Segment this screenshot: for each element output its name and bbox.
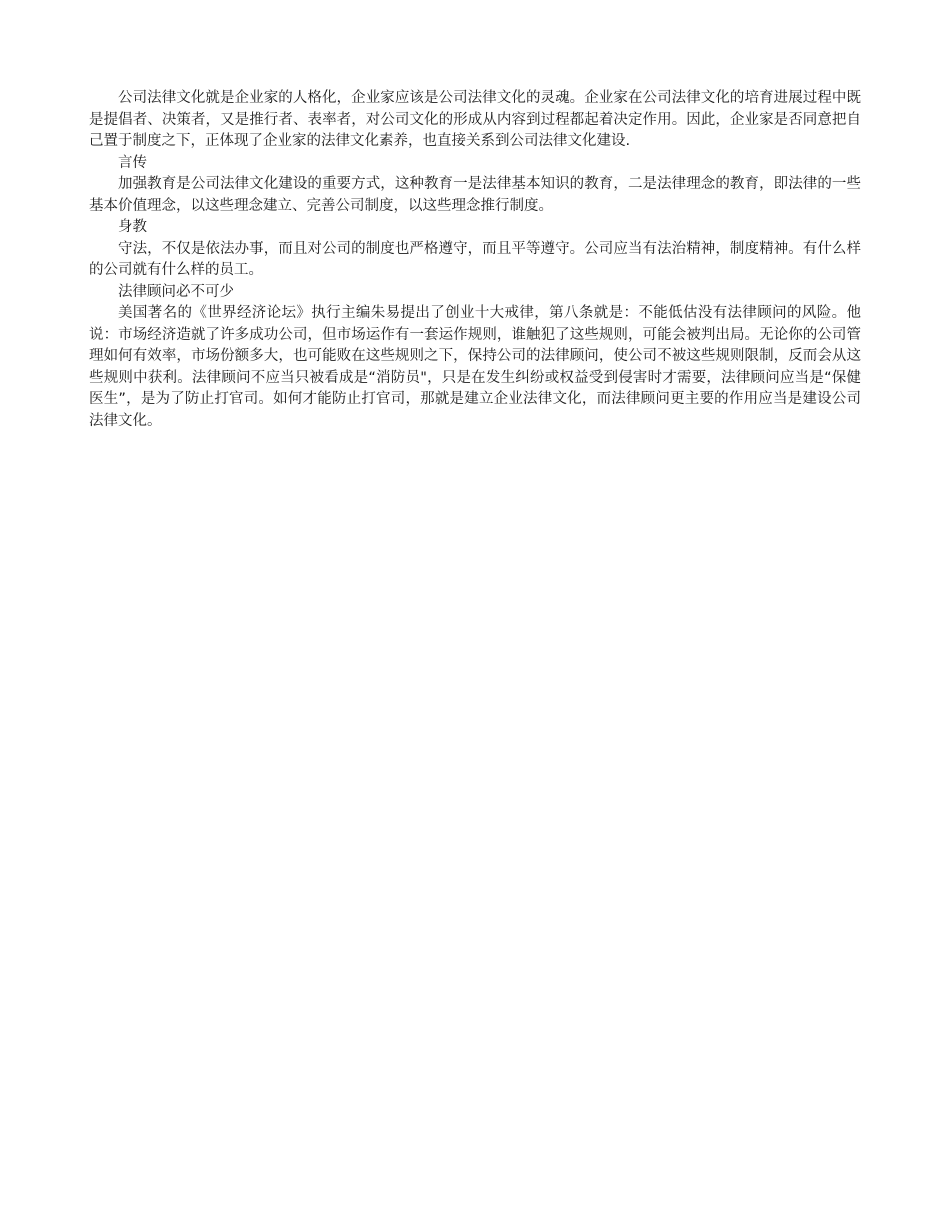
- document-body: [89, 88, 861, 432]
- paragraph-law-abiding: 守法，不仅是依法办事，而且对公司的制度也严格遵守，而且平等遵守。公司应当有法治精神，制度精神。有什么样的公司就有什么样的员工。: [89, 240, 861, 278]
- paragraph-legal-counsel: 美国著名的《世界经济论坛》执行主编朱易提出了创业十大戒律，第八条就是：不能低估没有法律顾问的风险。他说：市场经济造就了许多成功公司，但市场运作有一套运作规则，谁触犯了这些规则，可能会被判出局。无论你的公司管理如何有效率，市场份额多大，也可能败在这些规则之下，保持公司的法律顾问，使公司不被这些规则限制，反而会从这些规则中获利。法律顾问不应当只被看成是“消防员"，只是在发生纠纷或权益受到侵害时才需要，法律顾问应当是“保健医生”，是为了防止打官司。如何才能防止打官司，那就是建立企业法律文化，而法律顾问更主要的作用应当是建设公司法律文化。: [89, 305, 861, 429]
- paragraph-entrepreneur-role: 公司法律文化就是企业家的人格化，企业家应该是公司法律文化的灵魂。企业家在公司法律文化的培育进展过程中既是提倡者、决策者，又是推行者、表率者，对公司文化的形成从内容到过程都起着决定作用。因此，企业家是否同意把自己置于制度之下，正体现了企业家的法律文化素养，也直接关系到公司法律文化建设.: [89, 90, 861, 149]
- section-heading-verbal-teaching: 言传: [118, 154, 147, 171]
- section-heading-leading-by-example: 身教: [118, 219, 147, 235]
- paragraph-education: 加强教育是公司法律文化建设的重要方式，这种教育一是法律基本知识的教育，二是法律理念的教育，即法律的一些基本价值理念，以这些理念建立、完善公司制度，以这些理念推行制度。: [89, 176, 861, 214]
- section-heading-legal-counsel: 法律顾问必不可少: [118, 283, 234, 300]
